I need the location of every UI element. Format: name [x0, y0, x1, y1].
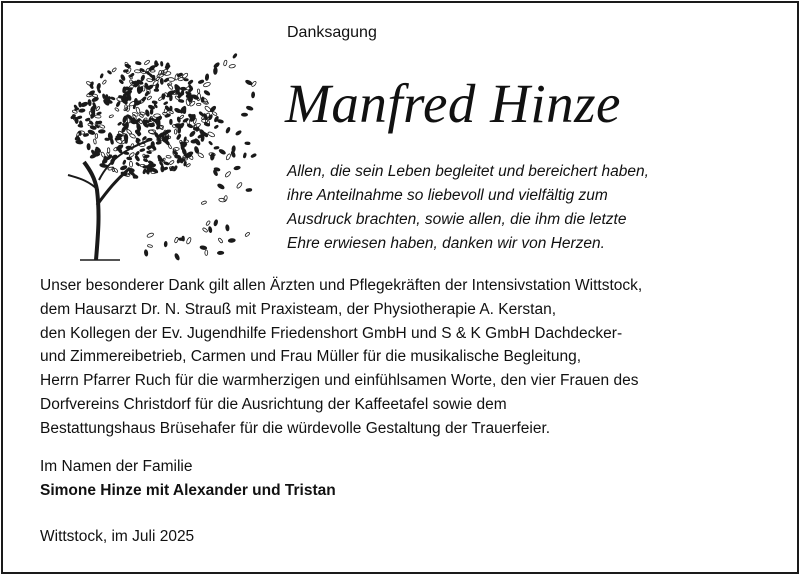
thanks-line: Bestattungshaus Brüsehafer für die würdevolle Gestaltung der Trauerfeier.: [40, 419, 551, 437]
thanks-line: Dorfvereins Christdorf für die Ausrichtung der Kaffeetafel sowie dem: [40, 395, 507, 413]
intro-line: Allen, die sein Leben begleitet und bereichert haben,: [287, 163, 649, 180]
thanks-line: Herrn Pfarrer Ruch für die warmherzigen und einfühlsamen Worte, den vier Frauen des: [40, 372, 639, 390]
intro-line: Ausdruck brachten, sowie allen, die ihm die letzte: [287, 211, 627, 228]
intro-line: Ehre erwiesen haben, danken wir von Herzen.: [287, 235, 605, 252]
family-line: Im Namen der Familie: [40, 458, 193, 475]
thanks-line: den Kollegen der Ev. Jugendhilfe Friedenshort GmbH und S & K GmbH Dachdecker-: [40, 324, 623, 342]
intro-paragraph: [287, 160, 767, 256]
intro-line: ihre Anteilnahme so liebevoll und vielfältig zum: [287, 187, 608, 204]
deceased-name: Manfred Hinze: [285, 73, 621, 134]
thanks-line: und Zimmereibetrieb, Carmen und Frau Müller für die musikalische Begleitung,: [40, 348, 582, 366]
thanks-line: dem Hausarzt Dr. N. Strauß mit Praxisteam, der Physiotherapie A. Kerstan,: [40, 300, 557, 318]
signer-names: Simone Hinze mit Alexander und Tristan: [40, 482, 336, 499]
place-date: Wittstock, im Juli 2025: [40, 528, 195, 545]
notice-heading: Danksagung: [287, 24, 377, 41]
windblown-tree-icon: [50, 30, 260, 265]
thanks-paragraph: [40, 274, 780, 441]
thanks-line: Unser besonderer Dank gilt allen Ärzten und Pflegekräften der Intensivstation Wittstock,: [40, 277, 643, 294]
